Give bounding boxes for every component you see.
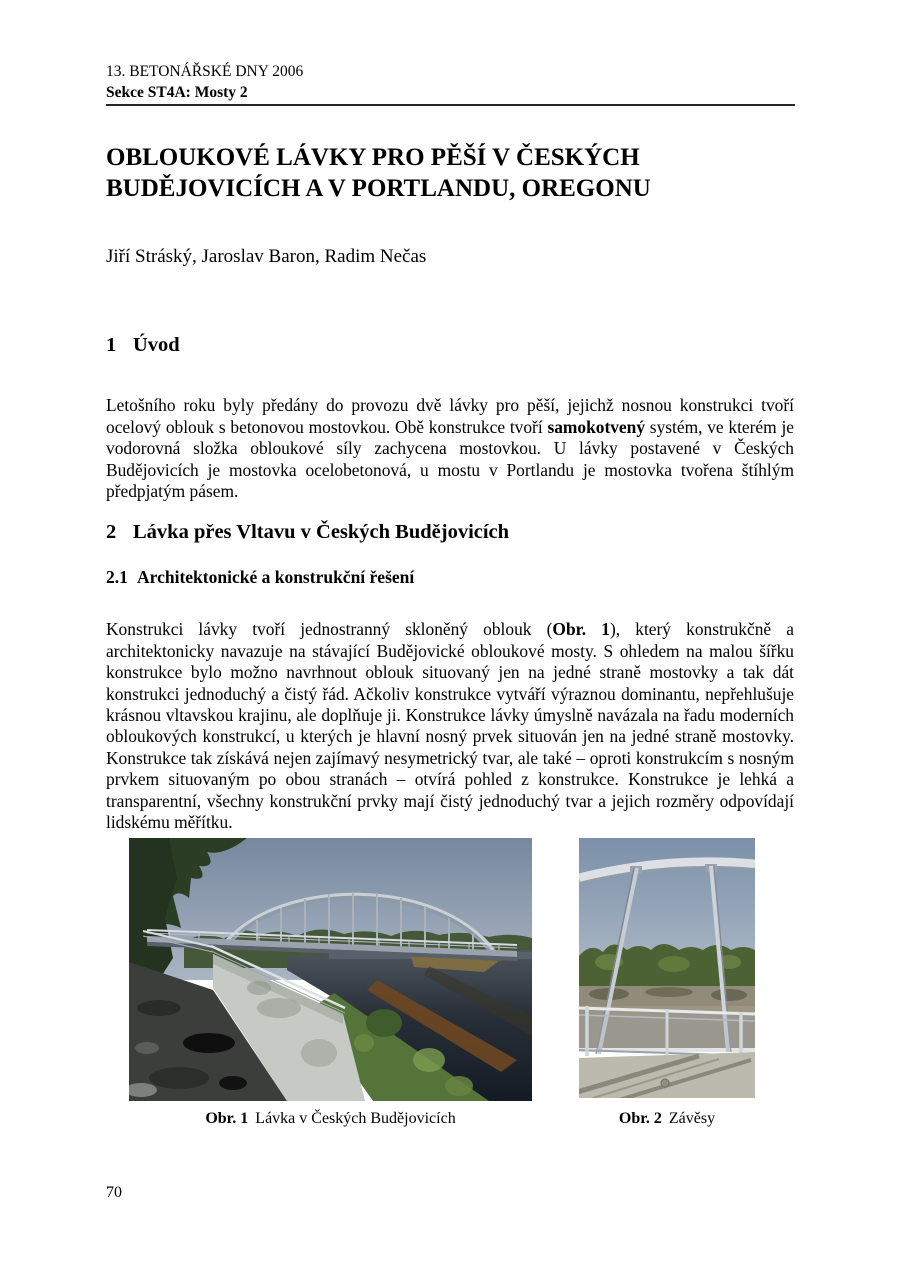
section-number: 2 — [106, 521, 117, 543]
paper-title: OBLOUKOVÉ LÁVKY PRO PĚŠÍ V ČESKÝCH BUDĚJOVICÍCH A V PORTLANDU, OREGONU — [106, 144, 651, 202]
section-number: 2.1 — [106, 567, 128, 587]
paragraph-design — [106, 619, 794, 833]
header-rule — [106, 104, 795, 106]
session-name: Sekce ST4A: Mosty 2 — [106, 84, 248, 101]
section-title: Lávka přes Vltavu v Českých Budějovicích — [133, 521, 510, 543]
page-number: 70 — [106, 1184, 122, 1201]
figure-label: Obr. 1 — [205, 1110, 249, 1127]
hangers-photo — [579, 838, 755, 1098]
paragraph-intro — [106, 395, 794, 502]
section-title: Architektonické a konstrukční řešení — [137, 567, 415, 587]
bold-term: samokotvený — [547, 416, 646, 437]
paragraph-text: Konstrukci lávky tvoří jednostranný skloněný oblouk ( — [106, 619, 553, 640]
paragraph-text: ), který konstrukčně a architektonicky navazuje na stávající Budějovické obloukové mosty. S ohledem na malou šířku konstrukce bylo možno navrhnout oblouk situovaný jen na jedné straně mostovky a tak dát konstrukci jednoduchý a čistý řád. Ačkoliv konstrukce vytváří výraznou dominantu, nepřehlušuje krásnou vltavskou krajinu, ale doplňuje ji. Konstrukce lávky úmyslně navázala na řadu moderních obloukových konstrukcí, u kterých je hlavní nosný prvek situován jen na jedné straně mostovky. Konstrukce tak získává nejen zajímavý nesymetrický tvar, ale také – oproti konstrukcím s nosným prvkem situovaným po obou stranách – otvírá pohled z konstrukce. Konstrukce je lehká a transparentní, všechny konstrukční prvky mají čistý jednoduchý tvar a jejich rozměry odpovídají lidskému měřítku. — [106, 619, 795, 833]
figure-2 — [579, 838, 755, 1098]
bridge-photo — [129, 838, 532, 1101]
section-title: Úvod — [133, 334, 180, 356]
figure-1 — [129, 838, 532, 1101]
author-line: Jiří Stráský, Jaroslav Baron, Radim Nečas — [106, 246, 427, 267]
figure-2-caption — [529, 1110, 805, 1128]
subsection-heading-2-1 — [106, 567, 794, 588]
figure-reference: Obr. 1 — [552, 619, 610, 640]
section-heading-2 — [106, 521, 794, 544]
page-header — [106, 61, 795, 103]
figure-caption-text: Závěsy — [668, 1110, 716, 1127]
paragraph-text: Letošního roku byly předány do provozu dvě lávky pro pěší, jejichž nosnou konstrukci tvoří ocelový oblouk s betonovou mostovkou. Obě konstrukce tvoří — [106, 395, 794, 437]
section-heading-1 — [106, 334, 794, 357]
figure-label: Obr. 2 — [618, 1110, 662, 1127]
figure-caption-text: Lávka v Českých Budějovicích — [255, 1110, 456, 1127]
deck — [579, 1052, 755, 1098]
section-number: 1 — [106, 334, 117, 356]
paragraph-text: systém, ve kterém je vodorovná složka obloukové síly zachycena mostovkou. U lávky postavené v Českých Budějovicích je mostovka ocelobetonová, u mostu v Portlandu je mostovka tvořena štíhlým předpjatým pásem. — [106, 416, 794, 502]
figure-1-caption — [129, 1110, 532, 1128]
conference-name: 13. BETONÁŘSKÉ DNY 2006 — [106, 63, 304, 80]
